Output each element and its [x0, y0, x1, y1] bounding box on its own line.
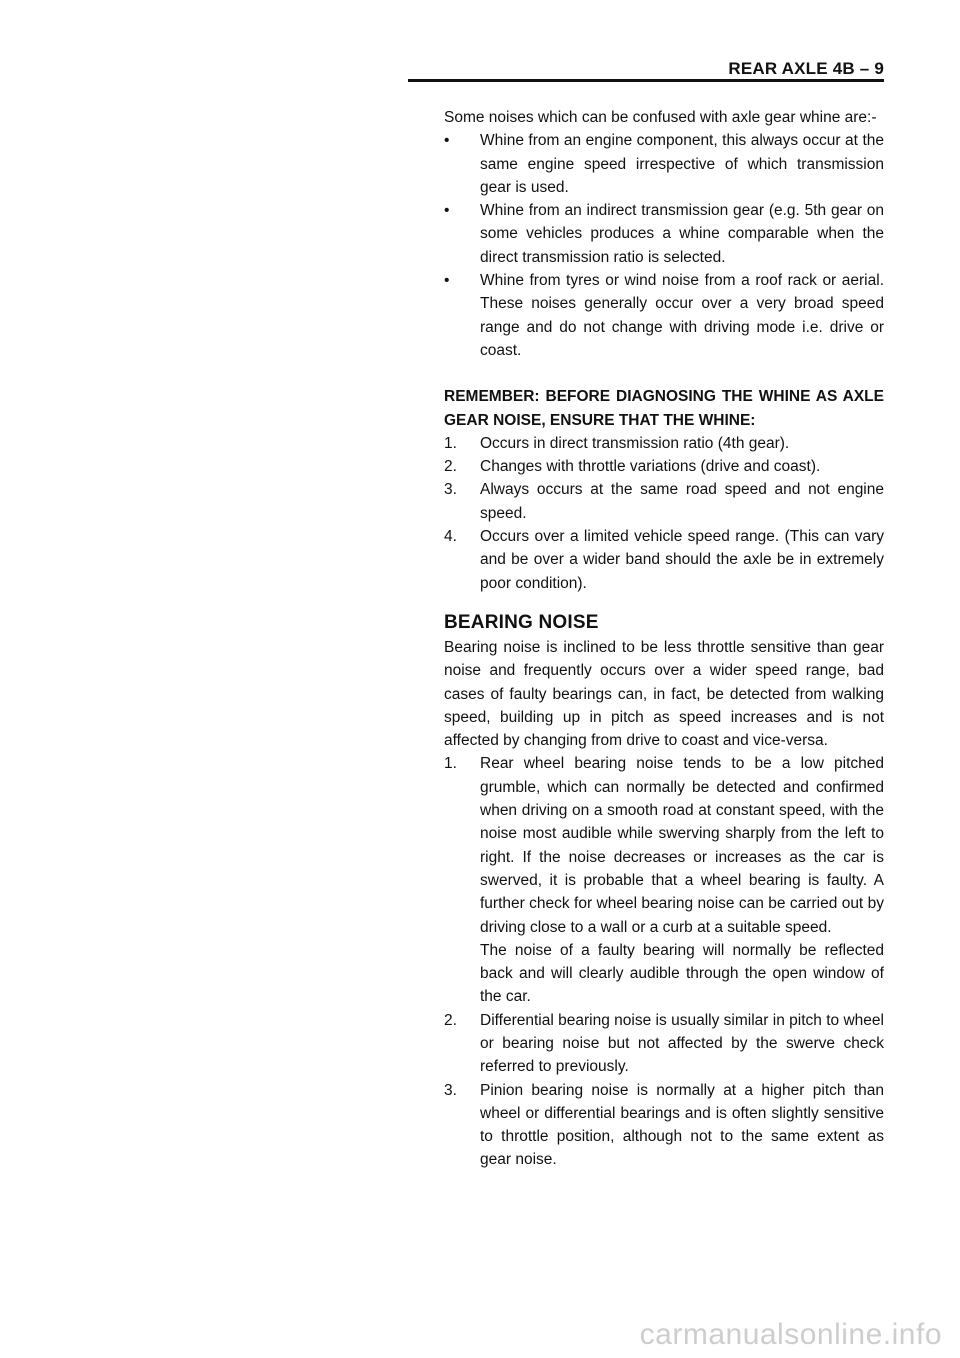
item-text: Changes with throttle variations (drive and coast).: [480, 458, 821, 476]
item-text: Differential bearing noise is usually similar in pitch to wheel or bearing noise but not affected by the swerve check referred to previously.: [480, 1011, 884, 1076]
item-number: 2.: [444, 1011, 457, 1029]
item-number: 1.: [444, 755, 457, 773]
remember-item: [444, 455, 884, 478]
item-number: 1.: [444, 434, 457, 452]
page-content: [444, 106, 884, 1172]
spacer: [444, 595, 884, 610]
bearing-noise-intro: Bearing noise is inclined to be less throttle sensitive than gear noise and frequently occurs over a wider speed range, bad cases of faulty bearings can, in fact, be detected from walking speed, building up in pitch as speed increases and is not affected by changing from drive to coast and vice-versa.: [444, 638, 884, 750]
item-text: Occurs over a limited vehicle speed range. (This can vary and be over a wider band should the axle be in extremely poor condition).: [480, 528, 884, 592]
bullet-icon: •: [444, 132, 450, 150]
bearing-noise-list: [444, 752, 884, 1171]
remember-item: [444, 478, 884, 525]
item-number: 3.: [444, 1081, 457, 1099]
bearing-item: [444, 1079, 884, 1172]
bearing-noise-heading: BEARING NOISE: [444, 611, 599, 633]
bullet-text: Whine from an engine component, this always occur at the same engine speed irrespective of which transmission gear is used.: [480, 132, 884, 196]
item-number: 4.: [444, 528, 457, 546]
remember-item: [444, 525, 884, 595]
bullet-icon: •: [444, 272, 450, 290]
item-number: 3.: [444, 481, 457, 499]
watermark: carmanualsonline.info: [639, 1318, 942, 1351]
bullet-item: [444, 269, 884, 362]
bearing-item: [444, 1009, 884, 1079]
confusing-noises-list: [444, 129, 884, 362]
item-text: Occurs in direct transmission ratio (4th gear).: [480, 434, 790, 452]
bullet-text: Whine from an indirect transmission gear (e.g. 5th gear on some vehicles produces a whine comparable when the direct transmission ratio is selected.: [480, 202, 884, 266]
spacer: [444, 362, 884, 385]
bullet-text: Whine from tyres or wind noise from a roof rack or aerial. These noises generally occur over a very broad speed range and do not change with driving mode i.e. drive or coast.: [480, 272, 884, 359]
bullet-item: [444, 129, 884, 199]
remember-list: [444, 432, 884, 595]
item-number: 2.: [444, 458, 457, 476]
header-rule: [408, 79, 884, 82]
bullet-icon: •: [444, 202, 450, 220]
bearing-item: [444, 752, 884, 1008]
item-text: Pinion bearing noise is normally at a higher pitch than wheel or differential bearings and is often slightly sensitive to throttle position, although not to the same extent as gear noise.: [480, 1081, 884, 1169]
intro-paragraph: Some noises which can be confused with axle gear whine are:-: [444, 109, 877, 126]
item-extra-text: The noise of a faulty bearing will normally be reflected back and will clearly audible through the open window of the car.: [480, 941, 884, 1006]
remember-item: [444, 432, 884, 455]
page-header-title: REAR AXLE 4B – 9: [728, 59, 884, 78]
item-text: Always occurs at the same road speed and not engine speed.: [480, 481, 884, 522]
remember-heading: REMEMBER: BEFORE DIAGNOSING THE WHINE AS AXLE GEAR NOISE, ENSURE THAT THE WHINE:: [444, 388, 884, 429]
bullet-item: [444, 199, 884, 269]
item-text: Rear wheel bearing noise tends to be a low pitched grumble, which can normally be detected and confirmed when driving on a smooth road at constant speed, with the noise most audible while swerving sharply from the left to right. If the noise decreases or increases as the car is swerved, it is probable that a wheel bearing is faulty. A further check for wheel bearing noise can be carried out by driving close to a wall or a curb at a suitable speed.: [480, 755, 884, 936]
